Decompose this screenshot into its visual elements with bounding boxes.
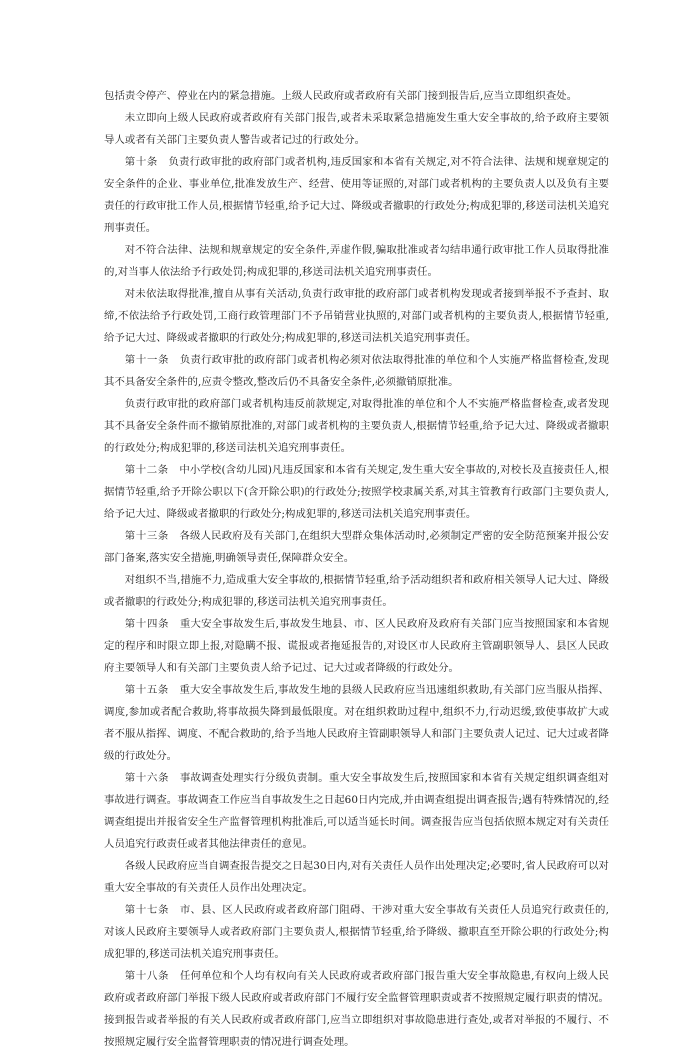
article-number: 第十一条 [124, 354, 170, 366]
paragraph [104, 107, 609, 151]
paragraph-text: 中小学校(含幼儿园)凡违反国家和本省有关规定,发生重大安全事故的,对校长及直接责任人,根据情节轻重,给予开除公职以下(含开除公职)的行政处分;按照学校隶属关系,对其主管教育行政部门主要负责人,给予记大过、降级或者撤职的行政处分;构成犯罪的,移送司法机关追究刑事责任。 [104, 464, 609, 520]
paragraph-continuation [104, 85, 609, 107]
article-number: 第十条 [124, 156, 158, 168]
paragraph-text: 重大安全事故发生后,事故发生地县、市、区人民政府及政府有关部门应当按照国家和本省规定的程序和时限立即上报,对隐瞒不报、谎报或者拖延报告的,对设区市人民政府主管副职领导人、县区人民政府主要领导人和有关部门主要负责人给予记过、记大过或者降级的行政处分。 [104, 618, 609, 674]
article-number: 第十三条 [124, 530, 169, 542]
paragraph-text: 对不符合法律、法规和规章规定的安全条件,弄虚作假,骗取批准或者勾结串通行政审批工作人员取得批准的,对当事人依法给予行政处罚;构成犯罪的,移送司法机关追究刑事责任。 [104, 244, 609, 278]
article-17 [104, 899, 609, 965]
paragraph [104, 393, 609, 459]
article-number: 第十五条 [124, 684, 169, 696]
article-number: 第十四条 [124, 618, 170, 630]
paragraph-text: 各级人民政府应当自调查报告提交之日起30日内,对有关责任人员作出处理决定;必要时,省人民政府可以对重大安全事故的有关责任人员作出处理决定。 [104, 860, 609, 894]
article-number: 第十七条 [124, 904, 170, 916]
paragraph [104, 855, 609, 899]
article-13 [104, 525, 609, 569]
paragraph-text: 各级人民政府及有关部门,在组织大型群众集体活动时,必须制定严密的安全防范预案并报公安部门备案,落实安全措施,明确领导责任,保障群众安全。 [104, 530, 610, 564]
paragraph-text: 事故调查处理实行分级负责制。重大安全事故发生后,按照国家和本省有关规定组织调查组对事故进行调查。事故调查工作应当自事故发生之日起60日内完成,并由调查组提出调查报告;遇有特殊情况的,经调查组提出并报省安全生产监督管理机构批准后,可以适当延长时间。调查报告应当包括依照本规定对有关责任人员追究行政责任或者其他法律责任的意见。 [104, 772, 609, 850]
paragraph [104, 569, 609, 613]
article-15 [104, 679, 609, 767]
article-18 [104, 965, 609, 1053]
article-number: 第十八条 [124, 970, 170, 982]
paragraph-text: 未立即向上级人民政府或者政府有关部门报告,或者未采取紧急措施发生重大安全事故的,给予政府主要领导人或者有关部门主要负责人警告或者记过的行政处分。 [104, 112, 609, 146]
paragraph-text: 包括责令停产、停业在内的紧急措施。上级人民政府或者政府有关部门接到报告后,应当立即组织查处。 [104, 90, 578, 102]
article-number: 第十二条 [124, 464, 169, 476]
article-10 [104, 151, 609, 239]
paragraph-text: 市、县、区人民政府或者政府部门阻碍、干涉对重大安全事故有关责任人员追究行政责任的,对该人民政府主要领导人或者政府部门主要负责人,根据情节轻重,给予降级、撤职直至开除公职的行政处分;构成犯罪的,移送司法机关追究刑事责任。 [104, 904, 609, 960]
document-body [104, 85, 609, 1053]
paragraph-text: 负责行政审批的政府部门或者机构,违反国家和本省有关规定,对不符合法律、法规和规章规定的安全条件的企业、事业单位,批准发放生产、经营、使用等证照的,对部门或者机构的主要负责人以及负有主要责任的行政审批工作人员,根据情节轻重,给予记大过、降级或者撤职的行政处分;构成犯罪的,移送司法机关追究刑事责任。 [104, 156, 609, 234]
article-16 [104, 767, 609, 855]
article-number: 第十六条 [124, 772, 170, 784]
paragraph-text: 负责行政审批的政府部门或者机构违反前款规定,对取得批准的单位和个人不实施严格监督检查,或者发现其不具备安全条件而不撤销原批准的,对部门或者机构的主要负责人,根据情节轻重,给予记大过、降级或者撤职的行政处分;构成犯罪的,移送司法机关追究刑事责任。 [104, 398, 609, 454]
article-14 [104, 613, 609, 679]
paragraph-text: 重大安全事故发生后,事故发生地的县级人民政府应当迅速组织救助,有关部门应当服从指挥、调度,参加或者配合救助,将事故损失降到最低限度。对在组织救助过程中,组织不力,行动迟缓,致使事故扩大或者不服从指挥、调度、不配合救助的,给予当地人民政府主管副职领导人和部门主要负责人记过、记大过或者降级的行政处分。 [104, 684, 610, 762]
paragraph-text: 对组织不当,措施不力,造成重大安全事故的,根据情节轻重,给予活动组织者和政府相关领导人记大过、降级或者撤职的行政处分;构成犯罪的,移送司法机关追究刑事责任。 [104, 574, 609, 608]
paragraph-text: 负责行政审批的政府部门或者机构必须对依法取得批准的单位和个人实施严格监督检查,发现其不具备安全条件的,应责令整改,整改后仍不具备安全条件,必须撤销原批准。 [104, 354, 609, 388]
paragraph-text: 对未依法取得批准,擅自从事有关活动,负责行政审批的政府部门或者机构发现或者接到举报不予查封、取缔,不依法给予行政处罚,工商行政管理部门不予吊销营业执照的,对部门或者机构的主要负责人,根据情节轻重,给予记大过、降级或者撤职的行政处分;构成犯罪的,移送司法机关追究刑事责任。 [104, 288, 609, 344]
paragraph-text: 任何单位和个人均有权向有关人民政府或者政府部门报告重大安全事故隐患,有权向上级人民政府或者政府部门举报下级人民政府或者政府部门不履行安全监督管理职责或者不按照规定履行职责的情况。接到报告或者举报的有关人民政府或者政府部门,应当立即组织对事故隐患进行查处,或者对举报的不履行、不按照规定履行安全监督管理职责的情况进行调查处理。 [104, 970, 609, 1048]
article-12 [104, 459, 609, 525]
paragraph [104, 283, 609, 349]
article-11 [104, 349, 609, 393]
paragraph [104, 239, 609, 283]
